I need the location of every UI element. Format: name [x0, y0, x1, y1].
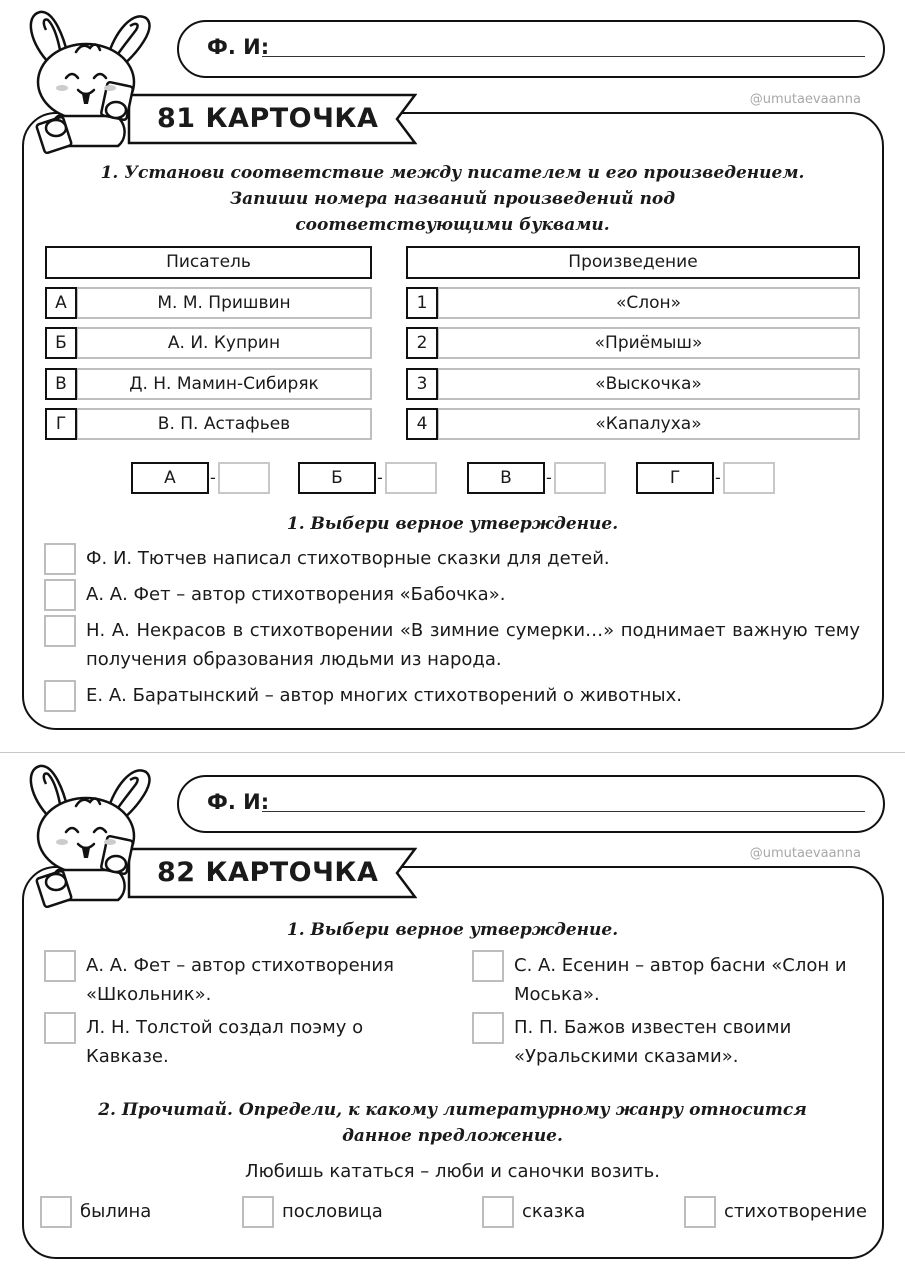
writer-name: М. М. Пришвин	[157, 293, 291, 313]
answer-letter: А	[131, 462, 209, 494]
answer-input[interactable]	[218, 462, 270, 494]
name-label: Ф. И:	[207, 35, 270, 59]
task-2-title	[0, 1097, 905, 1149]
writer-row	[76, 327, 372, 359]
writer-letter: А	[45, 287, 77, 319]
writer-letter: В	[45, 368, 77, 400]
work-title: «Приёмыш»	[594, 333, 703, 353]
option-checkbox[interactable]	[472, 1012, 504, 1044]
work-number: 3	[406, 368, 438, 400]
work-number: 1	[406, 287, 438, 319]
answer-letter: Г	[636, 462, 714, 494]
answer-dash: -	[377, 468, 383, 487]
answer-input[interactable]	[554, 462, 606, 494]
card-title-banner	[127, 93, 417, 145]
option-text: П. П. Бажов известен своими «Уральскими сказами».	[514, 1017, 792, 1067]
work-title: «Выскочка»	[595, 374, 702, 394]
work-row	[437, 408, 860, 440]
answer-input[interactable]	[385, 462, 437, 494]
work-title: «Капалуха»	[595, 414, 702, 434]
proverb-sentence: Любишь кататься – люби и саночки возить.	[245, 1161, 660, 1182]
name-line[interactable]	[262, 811, 865, 812]
card-title: 82 КАРТОЧКА	[157, 857, 379, 888]
work-row	[437, 327, 860, 359]
task-title-line: соответствующими буквами.	[295, 215, 610, 235]
task-1-title	[0, 160, 905, 238]
name-line[interactable]	[262, 56, 865, 57]
task-title-line: 2. Прочитай. Определи, к какому литературному жанру относится	[98, 1100, 807, 1120]
option-text: А. А. Фет – автор стихотворения «Школьник».	[86, 955, 394, 1005]
genre-checkbox[interactable]	[40, 1196, 72, 1228]
option-checkbox[interactable]	[44, 680, 76, 712]
writer-row	[76, 368, 372, 400]
option-checkbox[interactable]	[44, 615, 76, 647]
work-row	[437, 287, 860, 319]
work-title: «Слон»	[615, 293, 682, 313]
task-title-line: 1. Установи соответствие между писателем и его произведением.	[100, 163, 805, 183]
option-text: С. А. Есенин – автор басни «Слон и Моська».	[514, 955, 847, 1005]
card-title: 81 КАРТОЧКА	[157, 103, 379, 134]
work-header: Произведение	[406, 246, 860, 279]
option-checkbox[interactable]	[472, 950, 504, 982]
option-text: Е. А. Баратынский – автор многих стихотворений о животных.	[86, 685, 683, 706]
option-checkbox[interactable]	[44, 1012, 76, 1044]
work-row	[437, 368, 860, 400]
page-divider	[0, 752, 905, 753]
answer-input[interactable]	[723, 462, 775, 494]
option-text: А. А. Фет – автор стихотворения «Бабочка».	[86, 584, 506, 605]
watermark: @umutaevaanna	[749, 92, 861, 107]
writer-letter: Б	[45, 327, 77, 359]
option-checkbox[interactable]	[44, 950, 76, 982]
name-label: Ф. И:	[207, 790, 270, 814]
option-text: Ф. И. Тютчев написал стихотворные сказки для детей.	[86, 548, 610, 569]
genre-checkbox[interactable]	[242, 1196, 274, 1228]
card-title-banner	[127, 847, 417, 899]
writer-row	[76, 408, 372, 440]
genre-option: стихотворение	[724, 1201, 867, 1222]
answer-dash: -	[546, 468, 552, 487]
genre-option: пословица	[282, 1201, 383, 1222]
answer-dash: -	[715, 468, 721, 487]
bunny-mascot-icon	[10, 4, 160, 154]
work-number: 4	[406, 408, 438, 440]
option-text: Н. А. Некрасов в стихотворении «В зимние сумерки…» поднимает важную тему получения образования людьми из народа.	[86, 620, 860, 670]
genre-option: сказка	[522, 1201, 586, 1222]
genre-checkbox[interactable]	[482, 1196, 514, 1228]
work-number: 2	[406, 327, 438, 359]
name-field-82[interactable]	[177, 775, 885, 833]
task-2-title: 1. Выбери верное утверждение.	[286, 514, 619, 534]
genre-option: былина	[80, 1201, 152, 1222]
option-checkbox[interactable]	[44, 543, 76, 575]
writer-name: В. П. Астафьев	[157, 414, 291, 434]
writer-name: Д. Н. Мамин-Сибиряк	[129, 374, 319, 394]
name-field-81[interactable]	[177, 20, 885, 78]
answer-letter: В	[467, 462, 545, 494]
task-title-line: Запиши номера названий произведений под	[229, 189, 676, 209]
writer-name: А. И. Куприн	[167, 333, 281, 353]
writer-header: Писатель	[45, 246, 372, 279]
task-title-line: данное предложение.	[342, 1126, 563, 1146]
writer-letter: Г	[45, 408, 77, 440]
bunny-mascot-icon	[10, 758, 160, 908]
genre-checkbox[interactable]	[684, 1196, 716, 1228]
option-text: Л. Н. Толстой создал поэму о Кавказе.	[86, 1017, 364, 1067]
option-checkbox[interactable]	[44, 579, 76, 611]
answer-dash: -	[210, 468, 216, 487]
writer-row	[76, 287, 372, 319]
answer-letter: Б	[298, 462, 376, 494]
watermark: @umutaevaanna	[749, 846, 861, 861]
task-1-title: 1. Выбери верное утверждение.	[286, 920, 619, 940]
